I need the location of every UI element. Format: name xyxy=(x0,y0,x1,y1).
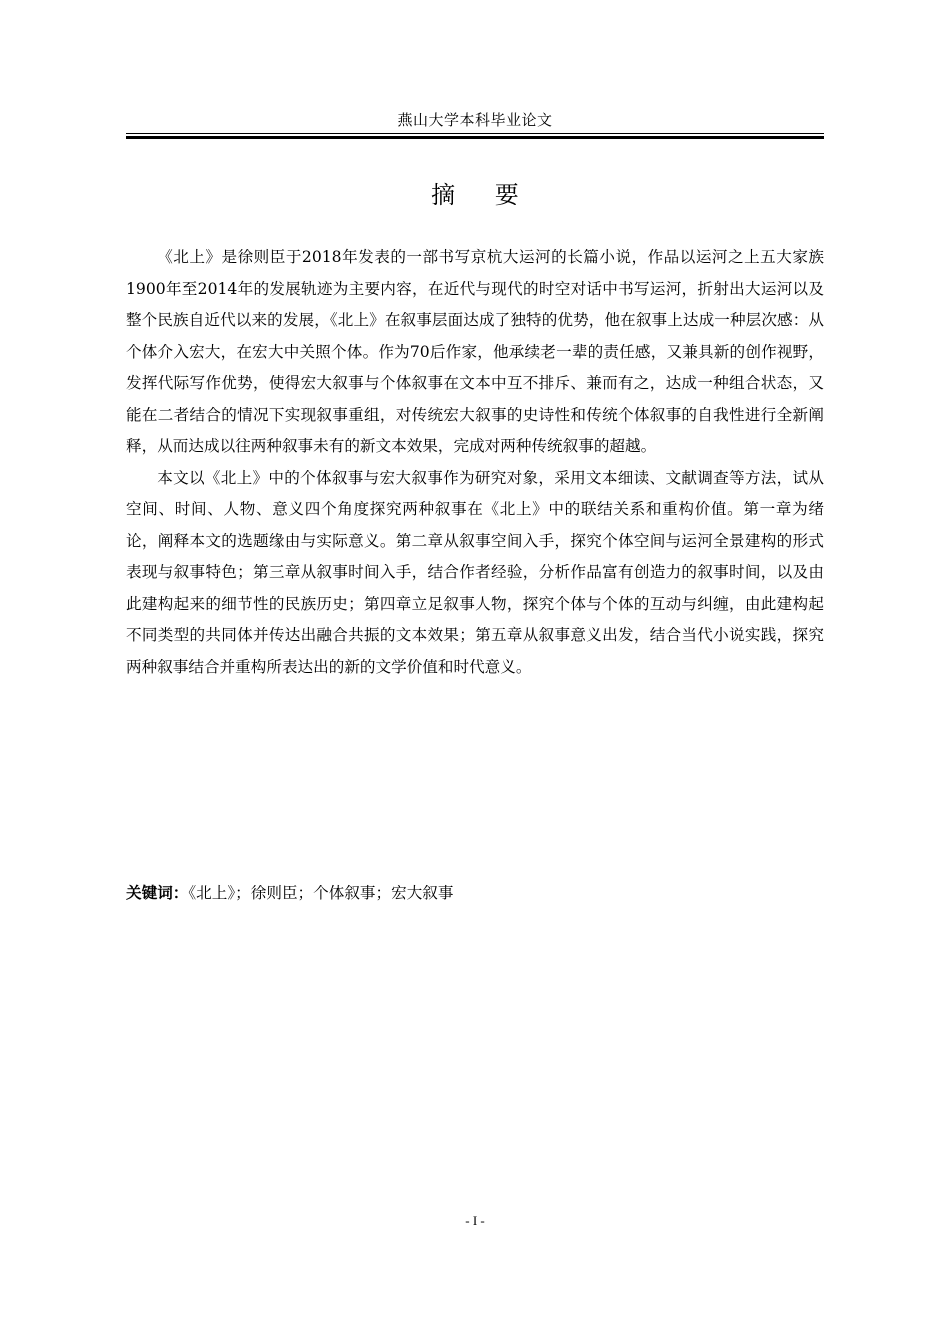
page-number: - I - xyxy=(465,1213,485,1228)
abstract-paragraph-2: 本文以《北上》中的个体叙事与宏大叙事作为研究对象，采用文本细读、文献调查等方法，试从空间、时间、人物、意义四个角度探究两种叙事在《北上》中的联结关系和重构价值。第一章为绪论，阐释本文的选题缘由与实际意义。第二章从叙事空间入手，探究个体空间与运河全景建构的形式表现与叙事特色；第三章从叙事时间入手，结合作者经验，分析作品富有创造力的叙事时间，以及由此建构起来的细节性的民族历史；第四章立足叙事人物，探究个体与个体的互动与纠缠，由此建构起不同类型的共同体并传达出融合共振的文本效果；第五章从叙事意义出发，结合当代小说实践，探究两种叙事结合并重构所表达出的新的文学价值和时代意义。 xyxy=(126,468,824,676)
abstract-body xyxy=(126,242,824,683)
keywords-label: 关键词： xyxy=(126,884,189,902)
header-double-rule xyxy=(126,133,824,139)
abstract-title: 摘 要 xyxy=(431,181,535,209)
keywords-line xyxy=(126,881,824,905)
keywords-value: 《北上》；徐则臣；个体叙事；宏大叙事 xyxy=(188,884,454,902)
running-header: 燕山大学本科毕业论文 xyxy=(397,111,553,129)
header-rule-thin xyxy=(126,133,824,134)
header-rule-thick xyxy=(126,136,824,139)
abstract-paragraph-1: 《北上》是徐则臣于2018年发表的一部书写京杭大运河的长篇小说，作品以运河之上五大家族1900年至2014年的发展轨迹为主要内容，在近代与现代的时空对话中书写运河，折射出大运河以及整个民族自近代以来的发展，《北上》在叙事层面达成了独特的优势，他在叙事上达成一种层次感：从个体介入宏大，在宏大中关照个体。作为70后作家，他承续老一辈的责任感，又兼具新的创作视野，发挥代际写作优势，使得宏大叙事与个体叙事在文本中互不排斥、兼而有之，达成一种组合状态，又能在二者结合的情况下实现叙事重组，对传统宏大叙事的史诗性和传统个体叙事的自我性进行全新阐释，从而达成以往两种叙事未有的新文本效果，完成对两种传统叙事的超越。 xyxy=(126,248,824,455)
